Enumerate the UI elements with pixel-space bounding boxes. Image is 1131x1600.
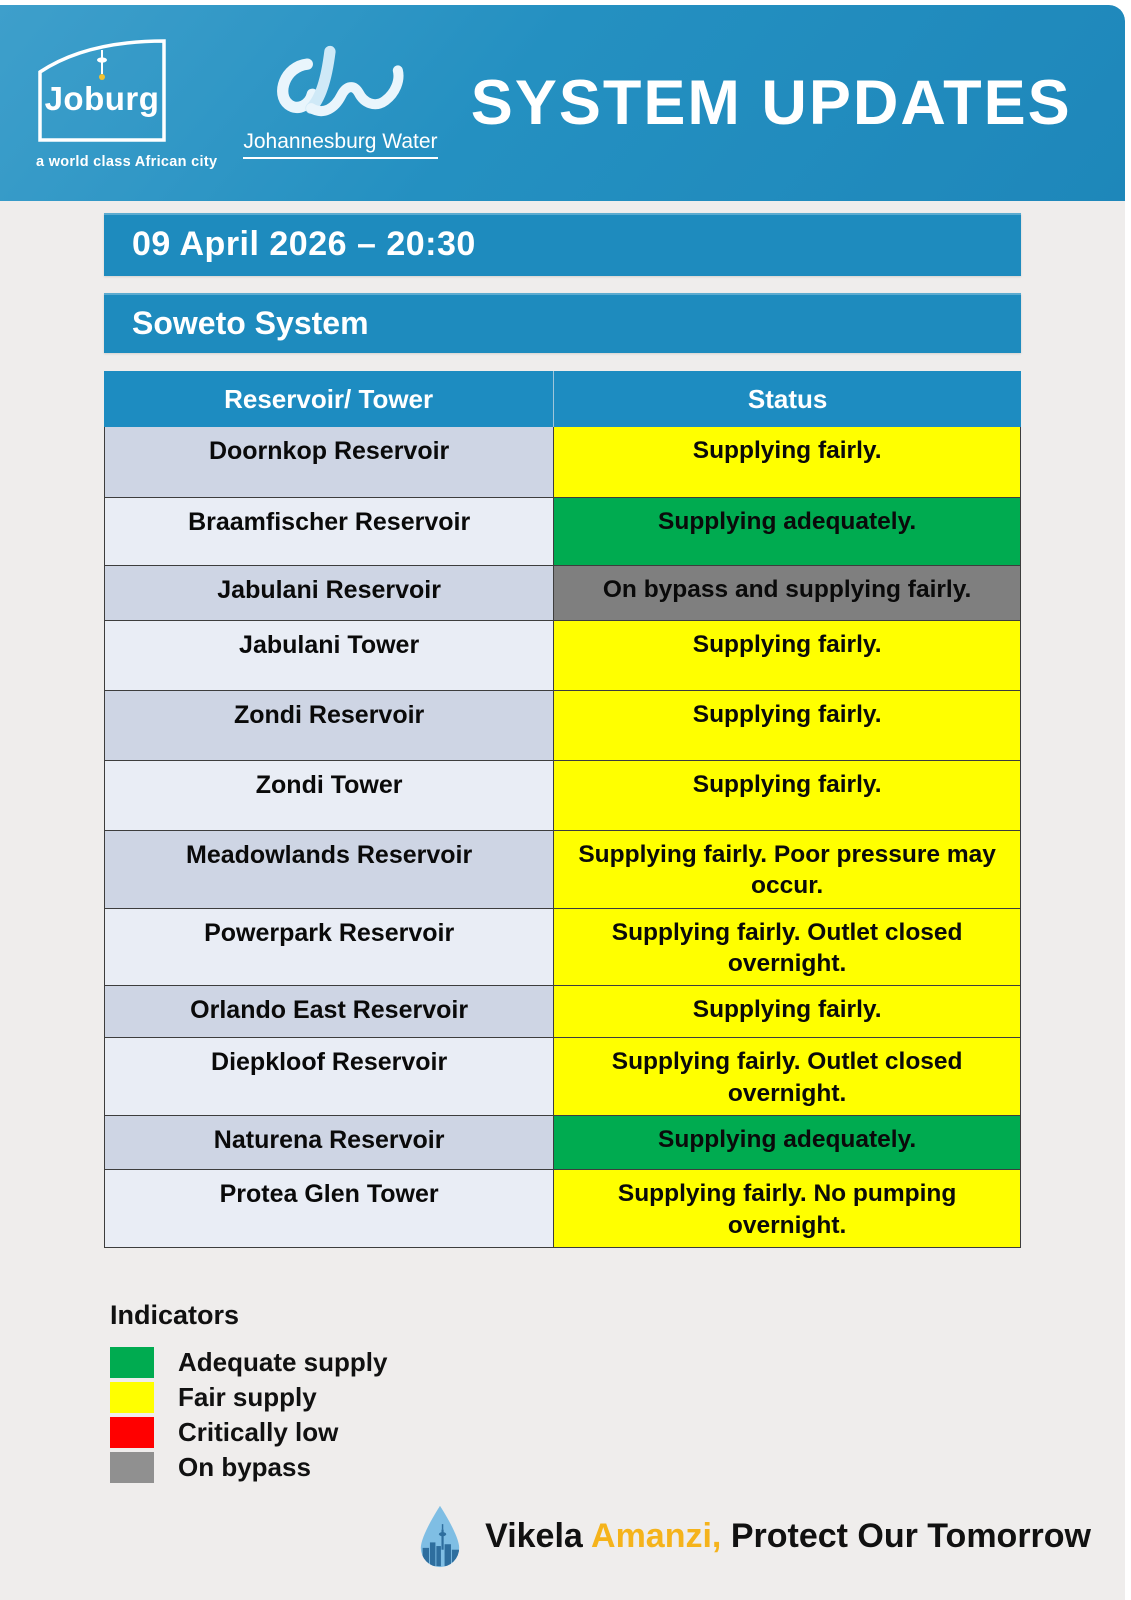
reservoir-name: Powerpark Reservoir (105, 909, 554, 986)
hillbrow-tower-icon (95, 50, 109, 80)
reservoir-name: Diepkloof Reservoir (105, 1038, 554, 1115)
joburg-tagline: a world class African city (36, 154, 218, 170)
legend-swatch (110, 1382, 154, 1413)
legend-swatch (110, 1452, 154, 1483)
legend-label: Critically low (178, 1416, 339, 1447)
table-row (105, 690, 1020, 760)
table-row (105, 427, 1020, 497)
date-banner: 09 April 2026 – 20:30 (104, 213, 1021, 276)
column-header-status: Status (747, 383, 828, 414)
footer-highlight: Amanzi, (591, 1516, 722, 1555)
reservoir-name: Protea Glen Tower (105, 1170, 554, 1247)
status-cell: On bypass and supplying fairly. (554, 566, 1020, 620)
legend-label: On bypass (178, 1451, 311, 1482)
table-row (105, 1037, 1020, 1115)
legend-swatch (110, 1417, 154, 1448)
reservoir-name: Meadowlands Reservoir (105, 831, 554, 908)
reservoir-name: Braamfischer Reservoir (105, 498, 554, 565)
legend-item (110, 1417, 1125, 1448)
footer-text (485, 1517, 1091, 1556)
legend-item (110, 1347, 1125, 1378)
legend-label: Adequate supply (178, 1346, 388, 1377)
table-row (105, 1115, 1020, 1169)
reservoir-name: Naturena Reservoir (105, 1116, 554, 1169)
system-banner: Soweto System (104, 293, 1021, 353)
status-cell: Supplying fairly. (554, 621, 1020, 690)
footer-part1: Vikela (485, 1516, 592, 1555)
reservoir-name: Zondi Reservoir (105, 691, 554, 760)
joburg-logo-text: Joburg (44, 80, 160, 117)
status-cell: Supplying fairly. (554, 986, 1020, 1037)
reservoir-name: Orlando East Reservoir (105, 986, 554, 1037)
page-title: SYSTEM UPDATES (470, 68, 1072, 138)
indicators-legend (110, 1300, 1125, 1483)
table-row (105, 497, 1020, 565)
status-cell: Supplying fairly. Outlet closed overnight. (554, 1038, 1020, 1115)
status-cell: Supplying fairly. (554, 427, 1020, 497)
reservoir-name: Jabulani Tower (105, 621, 554, 690)
table-row (105, 908, 1020, 986)
legend-label: Fair supply (178, 1381, 317, 1412)
status-cell: Supplying adequately. (554, 1116, 1020, 1169)
table-header (104, 371, 1021, 427)
poster-card (0, 5, 1125, 1600)
table-row (105, 830, 1020, 908)
status-cell: Supplying fairly. Outlet closed overnight. (554, 909, 1020, 986)
reservoir-name: Zondi Tower (105, 761, 554, 830)
legend-item (110, 1382, 1125, 1413)
table-row (105, 985, 1020, 1037)
footer-tagline (0, 1504, 1125, 1568)
legend-item (110, 1452, 1125, 1483)
column-header-reservoir: Reservoir/ Tower (104, 371, 554, 427)
header-band (0, 5, 1125, 201)
status-cell: Supplying fairly. (554, 691, 1020, 760)
joburg-logo (36, 36, 217, 170)
water-swirl-icon (254, 44, 426, 132)
status-table (104, 371, 1021, 1248)
table-row (105, 1169, 1020, 1247)
status-cell: Supplying adequately. (554, 498, 1020, 565)
water-drop-icon (417, 1504, 463, 1568)
table-row (105, 565, 1020, 620)
johannesburg-water-label: Johannesburg Water (243, 130, 437, 159)
indicators-list (110, 1347, 1125, 1483)
table-row (105, 760, 1020, 830)
johannesburg-water-logo (243, 44, 437, 159)
status-cell: Supplying fairly. Poor pressure may occur. (554, 831, 1020, 908)
status-cell: Supplying fairly. No pumping overnight. (554, 1170, 1020, 1247)
reservoir-name: Jabulani Reservoir (105, 566, 554, 620)
table-rows (104, 427, 1021, 1248)
legend-swatch (110, 1347, 154, 1378)
table-row (105, 620, 1020, 690)
status-cell: Supplying fairly. (554, 761, 1020, 830)
joburg-logo-box (36, 36, 168, 144)
reservoir-name: Doornkop Reservoir (105, 427, 554, 497)
footer-part2: Protect Our Tomorrow (721, 1516, 1091, 1555)
indicators-title: Indicators (110, 1299, 240, 1330)
